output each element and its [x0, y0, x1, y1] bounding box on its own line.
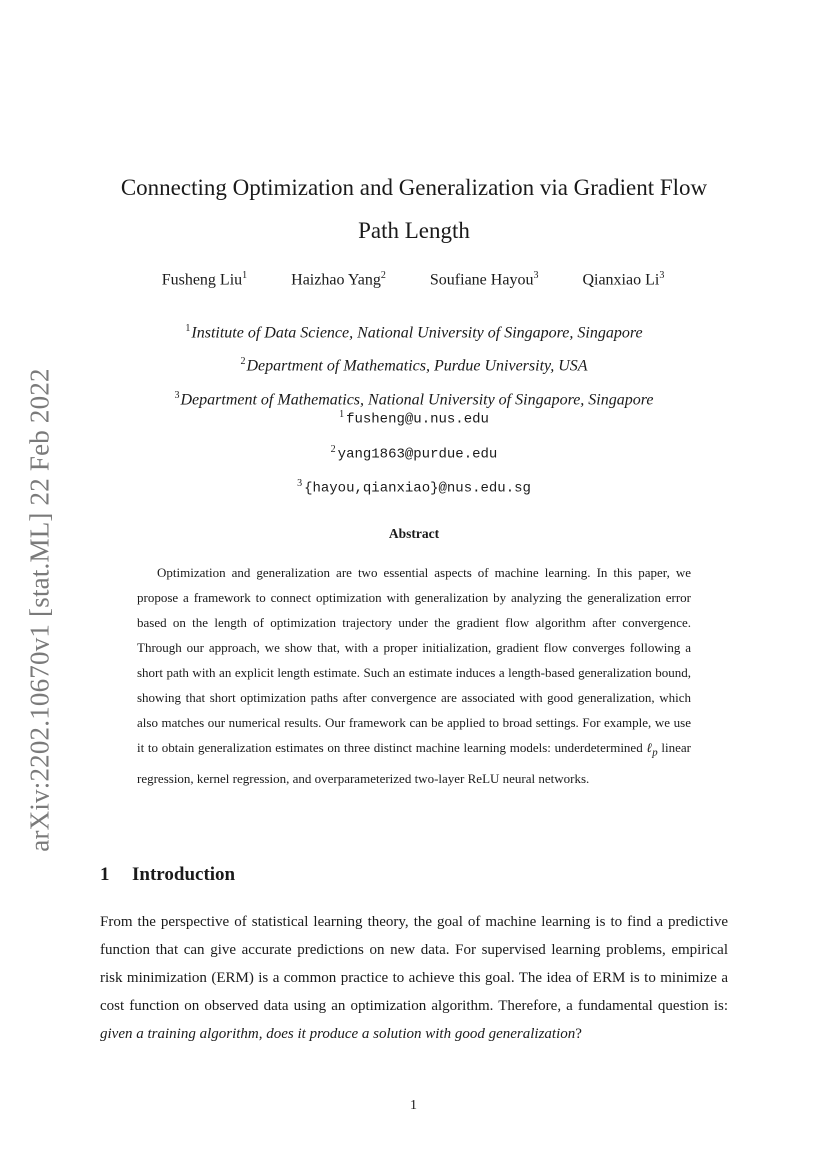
- email-address: yang1863@purdue.edu: [337, 446, 498, 463]
- author-mark: 3: [659, 270, 665, 281]
- affiliation-text: Department of Mathematics, Purdue University, USA: [246, 357, 588, 375]
- author-name: Haizhao Yang: [291, 271, 381, 289]
- title-line-1: Connecting Optimization and Generalization via Gradient Flow: [120, 175, 708, 200]
- lp-subscript: p: [652, 746, 658, 759]
- author-mark: 2: [380, 270, 386, 281]
- abstract-text-part-2: linear regression, kernel regression, and overparameterized two-layer ReLU neural networks.: [137, 740, 692, 786]
- author-name: Soufiane Hayou: [429, 271, 534, 289]
- author: [582, 270, 664, 289]
- abstract-body: [137, 560, 691, 791]
- email-entry: [80, 435, 748, 470]
- affiliation: [80, 314, 748, 347]
- email-entry: [80, 469, 748, 504]
- email-address: fusheng@u.nus.edu: [346, 411, 489, 428]
- intro-end: ?: [575, 1026, 582, 1042]
- author-name: Fusheng Liu: [161, 271, 243, 289]
- author: [162, 270, 247, 289]
- introduction-paragraph: [100, 908, 728, 1048]
- affiliation-list: [80, 314, 748, 414]
- email-entry: [80, 400, 748, 435]
- affiliation-mark: 2: [240, 356, 246, 368]
- section-number: 1: [100, 864, 110, 885]
- author: [291, 270, 386, 289]
- author: [430, 270, 539, 289]
- affiliation-text: Institute of Data Science, National University of Singapore, Singapore: [191, 324, 643, 342]
- intro-text: From the perspective of statistical learning theory, the goal of machine learning is to find a predictive function that can give accurate predictions on new data. For supervised learning problems, empirical risk minimization (ERM) is a common practice to achieve this goal. The idea of ERM is to minimize a cost function on observed data using an optimization algorithm. Therefore, a fundamental question is:: [100, 914, 728, 1014]
- lp-symbol: ℓ: [646, 740, 653, 755]
- affiliation: [80, 347, 748, 380]
- email-list: [80, 400, 748, 504]
- abstract-text-part-1: Optimization and generalization are two essential aspects of machine learning. In this paper, we propose a framework to connect optimization with generalization by analyzing the generalization error based on the length of optimization trajectory under the gradient flow algorithm after convergence. Through our approach, we show that, with a proper initialization, gradient flow converges following a short path with an explicit length estimate. Such an estimate induces a length-based generalization bound, showing that short optimization paths after convergence are associated with good generalization, which also matches our numerical results. Our framework can be applied to broad settings. For example, we use it to obtain generalization estimates on three distinct machine learning models: underdetermined: [137, 565, 691, 755]
- affiliation-mark: 3: [174, 389, 180, 401]
- affiliation-mark: 1: [185, 323, 191, 334]
- email-mark: 2: [330, 443, 336, 455]
- email-mark: 1: [339, 409, 345, 420]
- abstract-heading: Abstract: [388, 526, 440, 541]
- author-mark: 3: [533, 270, 539, 281]
- page-number: 1: [410, 1098, 417, 1113]
- paper-title: [80, 166, 748, 252]
- email-mark: 3: [297, 478, 303, 490]
- email-address: {hayou,qianxiao}@nus.edu.sg: [304, 480, 531, 497]
- author-name: Qianxiao Li: [582, 271, 660, 289]
- section-heading-introduction: [100, 864, 235, 886]
- affiliation-text: Department of Mathematics, National University of Singapore, Singapore: [180, 390, 654, 408]
- intro-italic-question: given a training algorithm, does it produce a solution with good generalization: [100, 1026, 576, 1042]
- section-title: Introduction: [132, 864, 236, 885]
- arxiv-stamp-text: arXiv:2202.10670v1 [stat.ML] 22 Feb 2022: [24, 368, 55, 852]
- author-list: [100, 270, 726, 289]
- author-mark: 1: [242, 270, 248, 281]
- title-line-2: Path Length: [358, 218, 470, 243]
